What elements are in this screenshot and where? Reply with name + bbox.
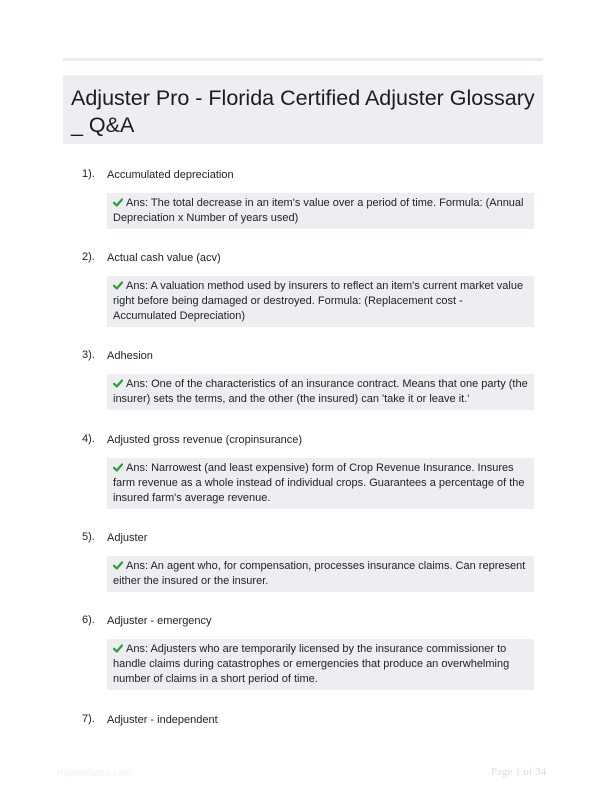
question-number: 6). xyxy=(82,614,95,626)
question-number: 3). xyxy=(82,349,95,361)
check-icon xyxy=(113,198,123,207)
footer-watermark: Papersbase.com xyxy=(57,768,133,779)
question-number: 4). xyxy=(82,433,95,445)
answer-text: Ans: The total decrease in an item's value over a period of time. Formula: (Annual Depreciation x Number of years used) xyxy=(113,197,524,224)
question-text: Accumulated depreciation xyxy=(107,169,234,181)
question-number: 2). xyxy=(82,251,95,263)
answer-text: Ans: An agent who, for compensation, processes insurance claims. Can represent either the insured or the insurer. xyxy=(113,560,526,587)
answer-text: Ans: Adjusters who are temporarily licensed by the insurance commissioner to handle claims during catastrophes or emergencies that produce an overwhelming number of claims in a short period of time. xyxy=(113,643,510,685)
top-divider xyxy=(63,58,543,61)
answer-box xyxy=(107,458,534,509)
check-icon xyxy=(113,463,123,472)
question-text: Adjuster - emergency xyxy=(107,615,212,627)
answer-text: Ans: One of the characteristics of an insurance contract. Means that one party (the insurer) sets the terms, and the other (the insured) can 'take it or leave it.' xyxy=(113,378,528,405)
question-number: 5). xyxy=(82,531,95,543)
check-icon xyxy=(113,644,123,653)
answer-box xyxy=(107,556,534,592)
answer-box xyxy=(107,639,534,690)
answer-box xyxy=(107,276,534,327)
question-text: Adjusted gross revenue (cropinsurance) xyxy=(107,434,303,446)
question-text: Adjuster - independent xyxy=(107,714,218,726)
question-text: Adhesion xyxy=(107,350,153,362)
page-title: Adjuster Pro - Florida Certified Adjuster Glossary _ Q&A xyxy=(71,86,535,137)
answer-text: Ans: A valuation method used by insurers to reflect an item's current market value right before being damaged or destroyed. Formula: (Replacement cost - Accumulated Depreciation) xyxy=(113,280,524,322)
answer-box xyxy=(107,193,534,229)
question-number: 7). xyxy=(82,713,95,725)
title-banner xyxy=(63,75,543,144)
question-text: Actual cash value (acv) xyxy=(107,252,221,264)
answer-text: Ans: Narrowest (and least expensive) form of Crop Revenue Insurance. Insures farm revenue as a whole instead of individual crops. Guarantees a percentage of the insured farm's average revenue. xyxy=(113,462,525,504)
question-text: Adjuster xyxy=(107,532,148,544)
check-icon xyxy=(113,379,123,388)
question-number: 1). xyxy=(82,168,95,180)
page-number: Page 1 of 34 xyxy=(491,766,547,778)
check-icon xyxy=(113,561,123,570)
check-icon xyxy=(113,281,123,290)
answer-box xyxy=(107,374,534,410)
